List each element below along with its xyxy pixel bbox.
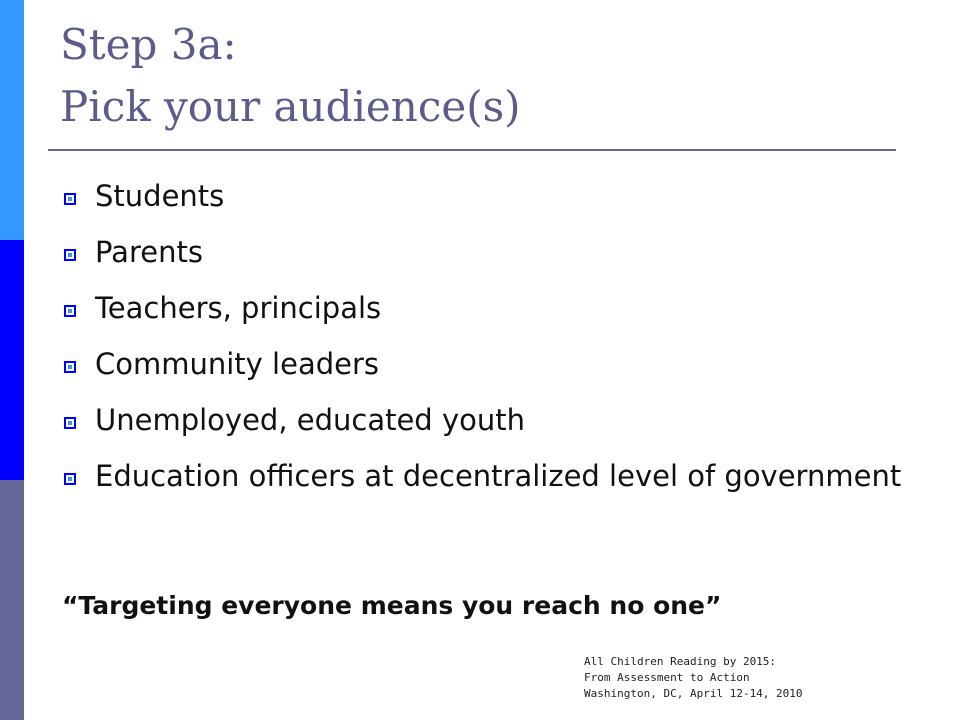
list-item-text: Unemployed, educated youth bbox=[95, 403, 525, 437]
sidebar-band-middle bbox=[0, 240, 24, 480]
sidebar-band-bottom bbox=[0, 480, 24, 720]
footer-line-3: Washington, DC, April 12-14, 2010 bbox=[584, 687, 803, 700]
square-bullet-icon bbox=[64, 417, 76, 429]
slide-title-line-2: Pick your audience(s) bbox=[60, 82, 521, 131]
square-bullet-icon bbox=[64, 473, 76, 485]
square-bullet-icon bbox=[64, 249, 76, 261]
slide-title-line-1: Step 3a: bbox=[60, 20, 237, 69]
list-item-text: Students bbox=[95, 179, 225, 213]
title-divider bbox=[48, 149, 896, 151]
list-item bbox=[64, 400, 904, 441]
footer-line-1: All Children Reading by 2015: bbox=[584, 655, 777, 668]
sidebar-band-top bbox=[0, 0, 24, 240]
square-bullet-icon bbox=[64, 305, 76, 317]
list-item bbox=[64, 288, 904, 329]
list-item bbox=[64, 456, 904, 497]
list-item bbox=[64, 232, 904, 273]
list-item-text: Parents bbox=[95, 235, 203, 269]
square-bullet-icon bbox=[64, 193, 76, 205]
list-item bbox=[64, 176, 904, 217]
list-item-text: Teachers, principals bbox=[95, 291, 382, 325]
list-item-text: Education officers at decentralized level of government bbox=[95, 459, 902, 493]
slide-quote: “Targeting everyone means you reach no one” bbox=[62, 591, 722, 620]
footer-line-2: From Assessment to Action bbox=[584, 671, 750, 684]
square-bullet-icon bbox=[64, 361, 76, 373]
list-item-text: Community leaders bbox=[95, 347, 380, 381]
list-item bbox=[64, 344, 904, 385]
slide-title bbox=[60, 14, 521, 138]
audience-list bbox=[64, 176, 904, 512]
footer-note bbox=[584, 654, 803, 702]
